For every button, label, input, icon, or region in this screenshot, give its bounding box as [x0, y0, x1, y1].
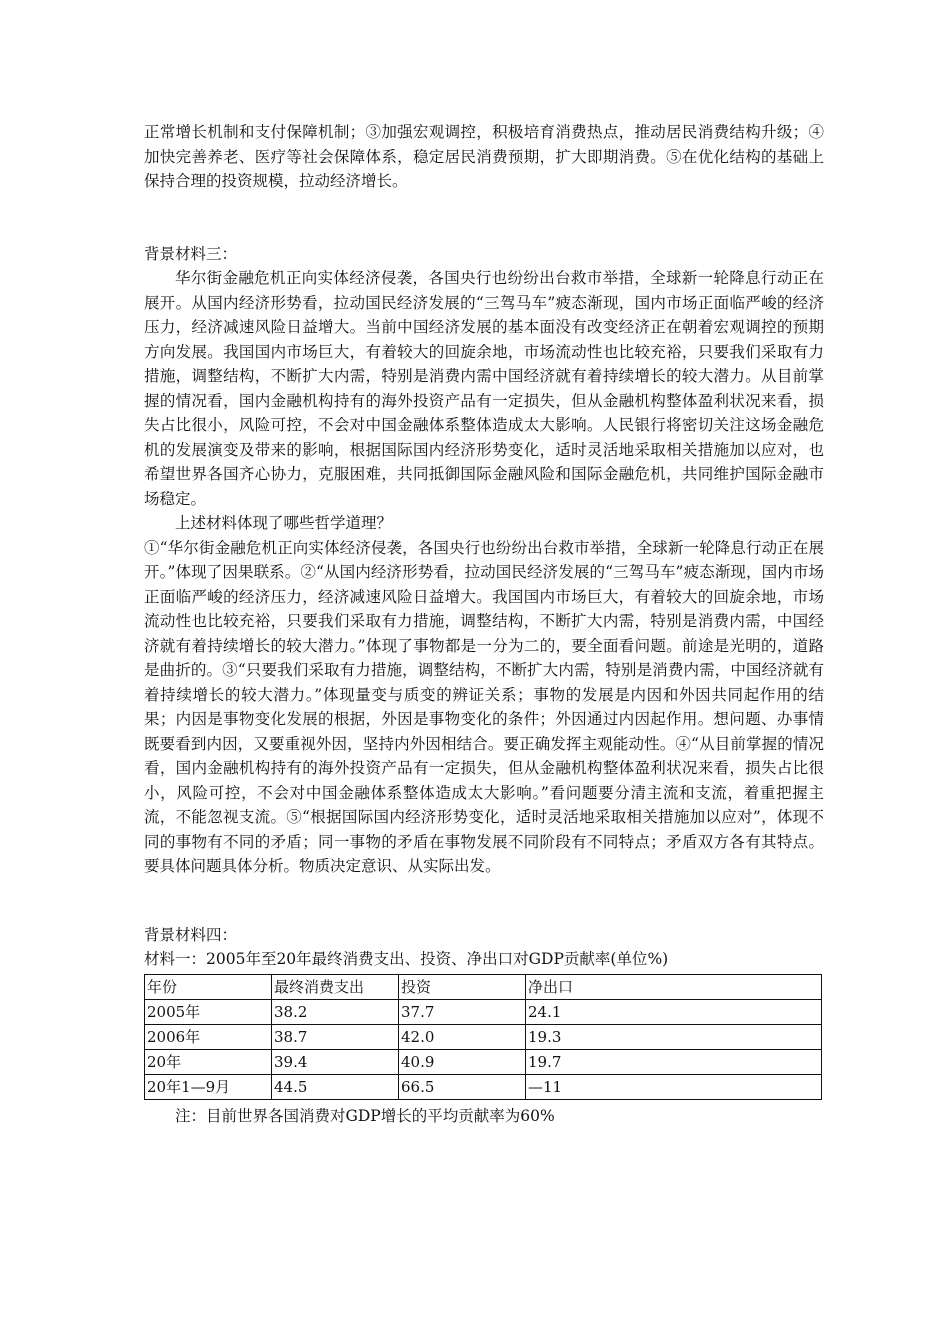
spacer	[144, 194, 824, 242]
table-note: 注：目前世界各国消费对GDP增长的平均贡献率为60%	[175, 1106, 555, 1125]
material3-body: 华尔街金融危机正向实体经济侵袭，各国央行也纷纷出台救市举措，全球新一轮降息行动正在展开。从国内经济形势看，拉动国民经济发展的“三驾马车”疲态渐现，国内市场正面临严峻的经济压力，经济减速风险日益增大。当前中国经济发展的基本面没有改变经济正在朝着宏观调控的预期方向发展。我国国内市场巨大，有着较大的回旋余地，市场流动性也比较充裕，只要我们采取有力措施，调整结构，不断扩大内需，特别是消费内需中国经济就有着持续增长的较大潜力。从目前掌握的情况看，国内金融机构持有的海外投资产品有一定损失，但从金融机构整体盈利状况来看，损失占比很小，风险可控，不会对中国金融体系整体造成太大影响。人民银行将密切关注这场金融危机的发展演变及带来的影响，根据国际国内经济形势变化，适时灵活地采取相关措施加以应对，也希望世界各国齐心协力，克服困难，共同抵御国际金融风险和国际金融危机，共同维护国际金融市场稳定。	[144, 269, 824, 508]
table-cell: 37.7	[399, 999, 526, 1024]
table-cell: 2006年	[145, 1024, 272, 1049]
table-row	[145, 999, 822, 1024]
table-cell: 19.7	[526, 1049, 822, 1074]
table-cell: 38.2	[272, 999, 399, 1024]
table-header-cell: 净出口	[526, 974, 822, 999]
table-cell: 20年	[145, 1049, 272, 1074]
table-cell: 66.5	[399, 1074, 526, 1099]
material4-caption: 材料一：2005年至20年最终消费支出、投资、净出口对GDP贡献率(单位%)	[144, 950, 669, 968]
table-cell: 44.5	[272, 1074, 399, 1099]
material3-heading: 背景材料三：	[144, 244, 238, 263]
gdp-contribution-table	[144, 974, 822, 1100]
table-cell: 2005年	[145, 999, 272, 1024]
table-header-cell: 年份	[145, 974, 272, 999]
material4-heading: 背景材料四：	[144, 925, 238, 944]
document-page	[144, 120, 824, 1128]
table-header-cell: 最终消费支出	[272, 974, 399, 999]
table-cell: 42.0	[399, 1024, 526, 1049]
section2-tail-paragraph: 正常增长机制和支付保障机制；③加强宏观调控，积极培育消费热点，推动居民消费结构升级；④加快完善养老、医疗等社会保障体系，稳定居民消费预期，扩大即期消费。⑤在优化结构的基础上保持合理的投资规模，拉动经济增长。	[144, 123, 824, 190]
table-cell: 40.9	[399, 1049, 526, 1074]
table-header-row	[145, 974, 822, 999]
table-row	[145, 1074, 822, 1099]
table-row	[145, 1024, 822, 1049]
table-cell: 39.4	[272, 1049, 399, 1074]
table-cell: 24.1	[526, 999, 822, 1024]
material3-question: 上述材料体现了哪些哲学道理？	[175, 514, 393, 532]
table-cell: 38.7	[272, 1024, 399, 1049]
table-header-cell: 投资	[399, 974, 526, 999]
spacer	[144, 879, 824, 923]
table-cell: 19.3	[526, 1024, 822, 1049]
table-cell: —11	[526, 1074, 822, 1099]
table-cell: 20年1—9月	[145, 1074, 272, 1099]
table-row	[145, 1049, 822, 1074]
material3-answer: ①“华尔街金融危机正向实体经济侵袭，各国央行也纷纷出台救市举措，全球新一轮降息行动正在展开。”体现了因果联系。②“从国内经济形势看，拉动国民经济发展的“三驾马车”疲态渐现，国内市场正面临严峻的经济压力，经济减速风险日益增大。我国国内市场巨大，有着较大的回旋余地，市场流动性也比较充裕，只要我们采取有力措施，调整结构，不断扩大内需，特别是消费内需，中国经济就有着持续增长的较大潜力。”体现了事物都是一分为二的，要全面看问题。前途是光明的，道路是曲折的。③“只要我们采取有力措施，调整结构，不断扩大内需，特别是消费内需，中国经济就有着持续增长的较大潜力。”体现量变与质变的辨证关系；事物的发展是内因和外因共同起作用的结果；内因是事物变化发展的根据，外因是事物变化的条件；外因通过内因起作用。想问题、办事情既要看到内因，又要重视外因，坚持内外因相结合。要正确发挥主观能动性。④“从目前掌握的情况看，国内金融机构持有的海外投资产品有一定损失，但从金融机构整体盈利状况来看，损失占比很小，风险可控，不会对中国金融体系整体造成太大影响。”看问题要分清主流和支流，着重把握主流，不能忽视支流。⑤“根据国际国内经济形势变化，适时灵活地采取相关措施加以应对”，体现不同的事物有不同的矛盾；同一事物的矛盾在事物发展不同阶段有不同特点；矛盾双方各有其特点。要具体问题具体分析。物质决定意识、从实际出发。	[144, 538, 824, 875]
